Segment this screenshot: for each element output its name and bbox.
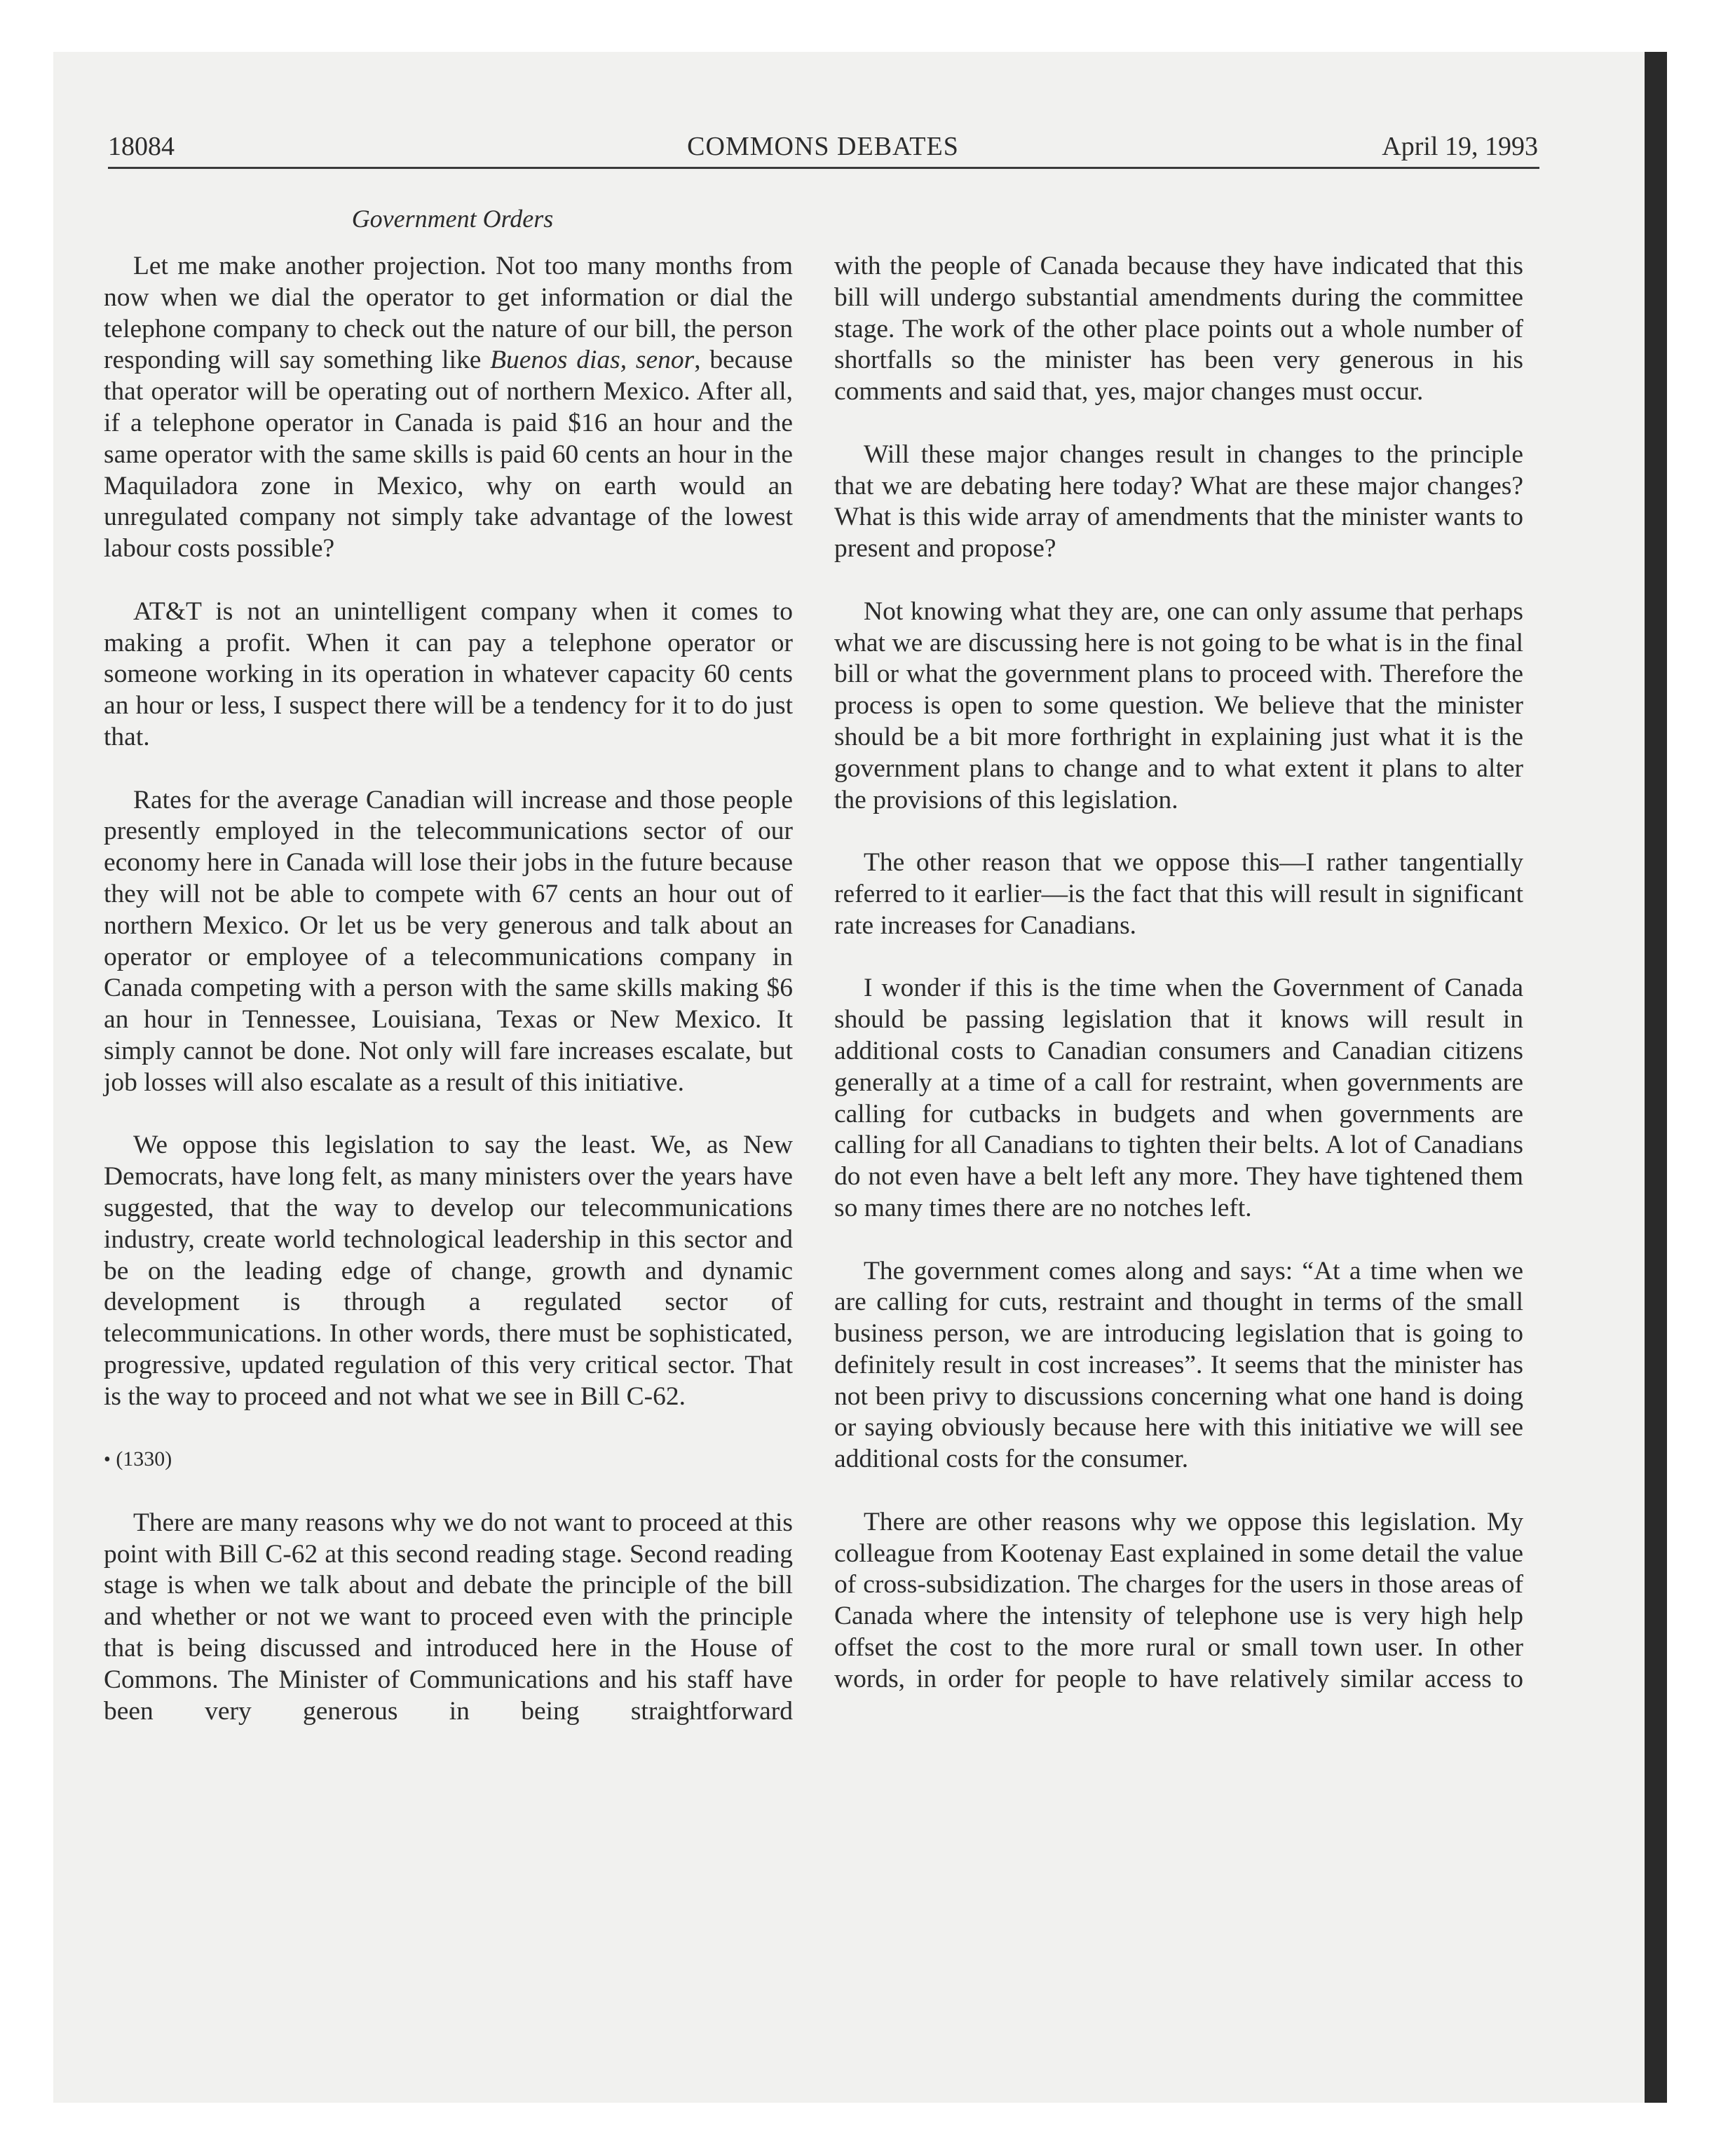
time-marker xyxy=(104,1444,793,1476)
paragraph: Not knowing what they are, one can only assume that perhaps what we are discussing here is not going to be what is in the final bill or what the government plans to proceed with. Therefore the process is open to some question. We believe that the minister should be a bit more forthright in explaining just what it is the government plans to change and to what extent it plans to alter the provisions of this legislation. xyxy=(834,596,1523,814)
header-rule xyxy=(108,167,1539,169)
paragraph: Will these major changes result in changes to the principle that we are debating here today? What are these major changes? What is this wide array of amendments that the minister wants to present and propose? xyxy=(834,439,1523,564)
bullet-icon: • xyxy=(104,1449,111,1471)
page-date: April 19, 1993 xyxy=(1382,132,1538,161)
section-heading: Government Orders xyxy=(351,205,554,233)
page-number: 18084 xyxy=(108,132,175,161)
paragraph: with the people of Canada because they have indicated that this bill will undergo substantial amendments during the committee stage. The work of the other place points out a whole number of shortfalls so the minister has been very generous in his comments and said that, yes, major changes must occur. xyxy=(834,252,1523,407)
paragraph: The other reason that we oppose this—I rather tangentially referred to it earlier—is the fact that this will result in significant rate increases for Canadians. xyxy=(834,848,1523,940)
scan-edge-shadow xyxy=(1645,52,1667,2103)
left-column xyxy=(104,251,793,1727)
page-header xyxy=(108,130,1538,172)
paragraph: Let me make another projection. Not too many months from now when we dial the operator to get information or dial the telephone company to check out the nature of our bill, the person responding will say something like Buenos dias, senor, because that operator will be operating out of northern Mexico. After all, if a telephone operator in Canada is paid $16 an hour and the same operator with the same skills is paid 60 cents an hour in the Maquiladora zone in Mexico, why on earth would an unregulated company not simply take advantage of the lowest labour costs possible? xyxy=(104,252,793,564)
paragraph: There are other reasons why we oppose this legislation. My colleague from Kootenay East explained in some detail the value of cross-subsidization. The charges for the users in those areas of Canada where the intensity of telephone use is very high help offset the cost to the more rural or small town user. In other words, in order for people to have relatively similar access to xyxy=(834,1507,1523,1693)
paragraph: Rates for the average Canadian will increase and those people presently employed in the telecommunications sector of our economy here in Canada will lose their jobs in the future because they will not be able to compete with 67 cents an hour out of northern Mexico. Or let us be very generous and talk about an operator or employee of a telecommunications company in Canada competing with a person with the same skills making $6 an hour in Tennessee, Louisiana, Texas or New Mexico. It simply cannot be done. Not only will fare increases escalate, but job losses will also escalate as a result of this initiative. xyxy=(104,785,793,1097)
paragraph: I wonder if this is the time when the Government of Canada should be passing legislation that it knows will result in additional costs to Canadian consumers and Canadian citizens generally at a time of a call for restraint, when governments are calling for cutbacks in budgets and when governments are calling for all Canadians to tighten their belts. A lot of Canadians do not even have a belt left any more. They have tightened them so many times there are no notches left. xyxy=(834,974,1523,1222)
italic-phrase: Buenos dias, senor xyxy=(490,346,695,375)
paragraph: We oppose this legislation to say the least. We, as New Democrats, have long felt, as many ministers over the years have suggested, that the way to develop our telecommunications industry, create world technological leadership in this sector and be on the leading edge of change, growth and dynamic development is through a regulated sector of telecommunications. In other words, there must be sophisticated, progressive, updated regulation of this very critical sector. That is the way to proceed and not what we see in Bill C-62. xyxy=(104,1131,793,1411)
publication-title: COMMONS DEBATES xyxy=(687,132,959,161)
paragraph: AT&T is not an unintelligent company when it comes to making a profit. When it can pay a telephone operator or someone working in its operation in whatever capacity 60 cents an hour or less, I suspect there will be a tendency for it to do just that. xyxy=(104,596,793,751)
paragraph: The government comes along and says: “At a time when we are calling for cuts, restraint and thought in terms of the small business person, we are introducing legislation that is going to definitely result in cost increases”. It seems that the minister has not been privy to discussions concerning what one hand is doing or saying obviously because here with this initiative we will see additional costs for the consumer. xyxy=(834,1256,1523,1474)
time-stamp: (1330) xyxy=(116,1447,172,1471)
paragraph: There are many reasons why we do not want to proceed at this point with Bill C-62 at this second reading stage. Second reading stage is when we talk about and debate the principle of the bill and whether or not we want to proceed even with the principle that is being discussed and introduced here in the House of Commons. The Minister of Communications and his staff have been very generous in being straightforward xyxy=(104,1508,793,1726)
right-column xyxy=(834,251,1523,1696)
